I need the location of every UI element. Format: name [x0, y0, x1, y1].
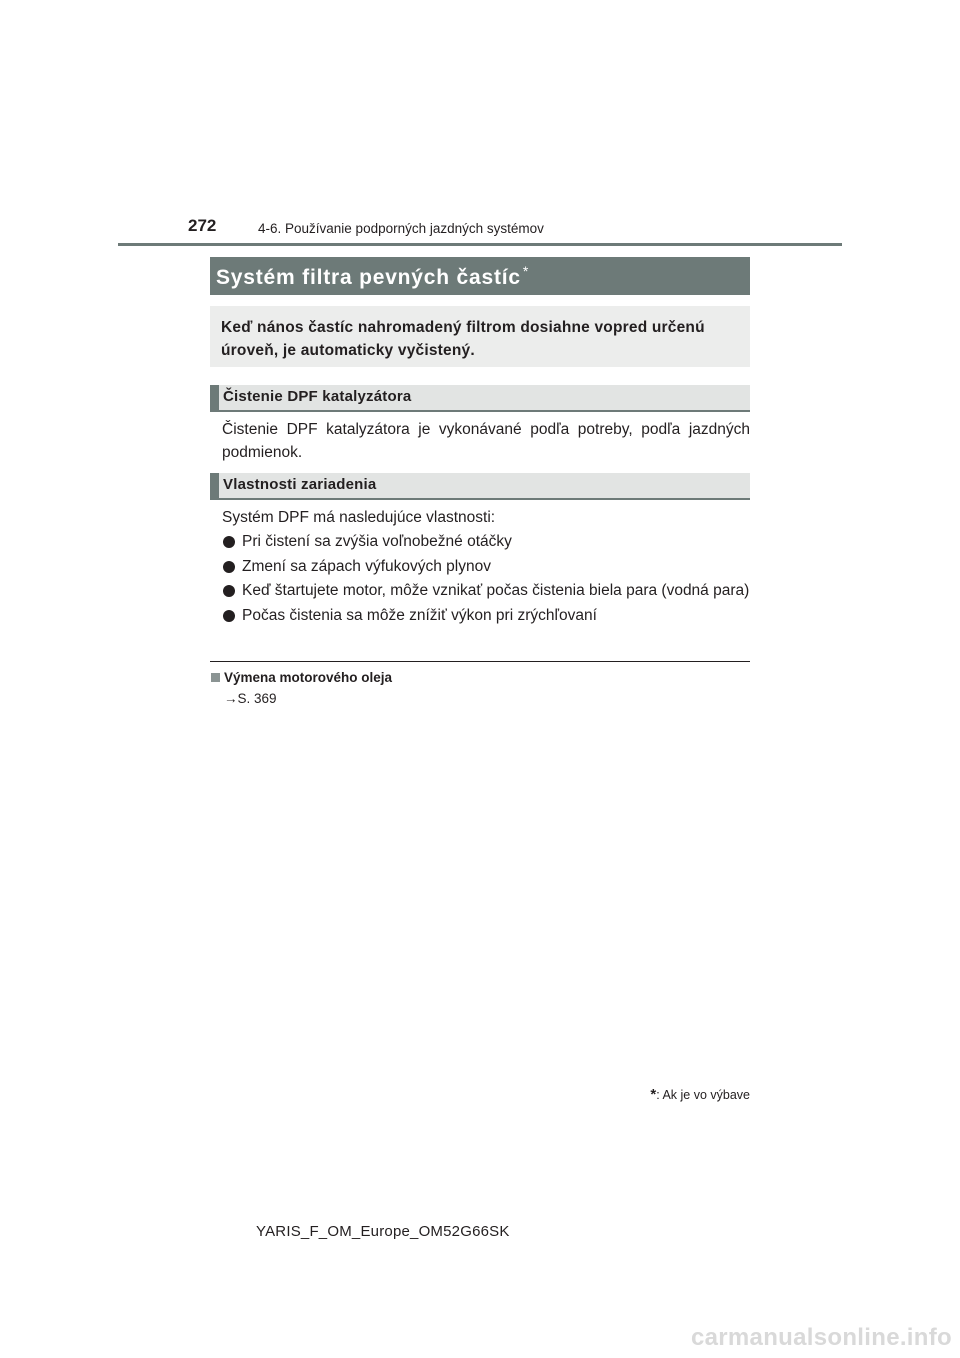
divider-rule — [210, 661, 750, 662]
intro-box — [210, 306, 750, 367]
subsection-heading-text: Čistenie DPF katalyzátora — [223, 388, 412, 405]
bullet-icon — [223, 585, 235, 597]
page-number: 272 — [188, 216, 217, 235]
subsection-heading-dpf-cleaning — [210, 385, 750, 412]
features-bullet-list — [222, 530, 750, 628]
subsection-heading-text: Vlastnosti zariadenia — [223, 476, 377, 493]
asterisk-icon: * — [522, 263, 530, 279]
bullet-icon — [223, 536, 235, 548]
header-rule — [118, 243, 842, 246]
list-item-text: Zmení sa zápach výfukových plynov — [242, 557, 491, 575]
footnote-text: : Ak je vo výbave — [656, 1088, 750, 1102]
list-item — [222, 579, 750, 602]
bullet-icon — [223, 561, 235, 573]
page-reference-link[interactable]: →S. 369 — [224, 691, 277, 706]
section-title — [216, 263, 529, 290]
list-item-text: Keď štartujete motor, môže vznikať počas čistenia biela para (vodná para) — [242, 582, 750, 599]
features-intro-text: Systém DPF má nasledujúce vlastnosti: — [222, 509, 496, 526]
footnote — [650, 1086, 750, 1103]
bullet-icon — [223, 610, 235, 622]
section-title-bar — [210, 257, 750, 295]
document-code: YARIS_F_OM_Europe_OM52G66SK — [256, 1223, 510, 1240]
asterisk-icon: * — [650, 1086, 657, 1103]
dpf-cleaning-text: Čistenie DPF katalyzátora je vykonávané podľa potreby, podľa jazdných podmienok. — [222, 421, 750, 461]
subsection-heading-features — [210, 473, 750, 500]
chapter-title: 4-6. Používanie podporných jazdných systémov — [258, 221, 544, 236]
list-item — [222, 530, 750, 553]
list-item — [222, 604, 750, 627]
note-title: Výmena motorového oleja — [224, 670, 393, 685]
list-item-text: Počas čistenia sa môže znížiť výkon pri zrýchľovaní — [242, 606, 597, 624]
list-item — [222, 555, 750, 578]
square-bullet-icon — [211, 673, 220, 682]
intro-text: Keď nános častíc nahromadený filtrom dosiahne vopred určenú úroveň, je automaticky vyčistený. — [221, 319, 705, 359]
section-title-text: Systém filtra pevných častíc — [216, 266, 521, 289]
list-item-text: Pri čistení sa zvýšia voľnobežné otáčky — [242, 533, 512, 550]
watermark: carmanualsonline.info — [690, 1324, 952, 1351]
